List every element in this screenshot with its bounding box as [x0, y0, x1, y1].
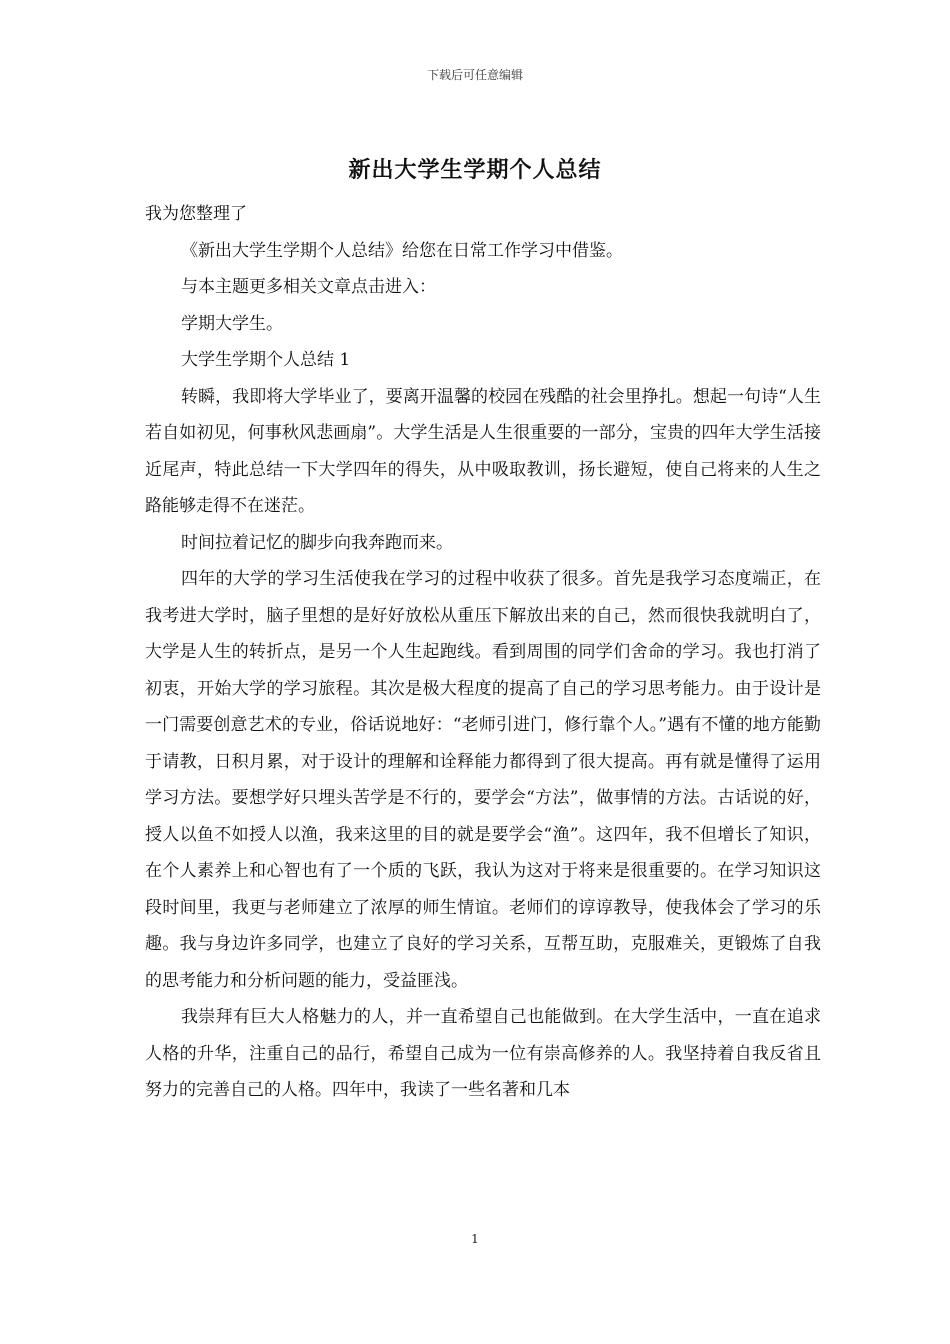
paragraph-related-link[interactable]: 与本主题更多相关文章点击进入： — [181, 277, 436, 297]
paragraph-body: 转瞬，我即将大学毕业了，要离开温馨的校园在残酷的社会里挣扎。想起一句诗“人生若自如初见，何事秋风悲画扇”。大学生活是人生很重要的一部分，宝贵的四年大学生活接近尾声，特此总结一下大学四年的得失，从中吸取教训，扬长避短，使自己将来的人生之路能够走得不在迷茫。 — [145, 386, 821, 516]
paragraph-reference: 《新出大学生学期个人总结》给您在日常工作学习中借鉴。 — [181, 240, 623, 261]
paragraph-body: 四年的大学的学习生活使我在学习的过程中收获了很多。首先是我学习态度端正，在我考进大学时，脑子里想的是好好放松从重压下解放出来的自己，然而很快我就明白了，大学是人生的转折点，是另一个人生起跑线。看到周围的同学们舍命的学习。我也打消了初衷，开始大学的学习旅程。其次是极大程度的提高了自己的学习思考能力。由于设计是一门需要创意艺术的专业，俗话说地好：“老师引进门，修行靠个人。”遇有不懂的地方能勤于请教，日积月累，对于设计的理解和诠释能力都得到了很大提高。再有就是懂得了运用学习方法。要想学好只埋头苦学是不行的，要学会“方法”，做事情的方法。古话说的好，授人以鱼不如授人以渔，我来这里的目的就是要学会“渔”。这四年，我不但增长了知识，在个人素养上和心智也有了一个质的飞跃，我认为这对于将来是很重要的。在学习知识这段时间里，我更与老师建立了浓厚的师生情谊。老师们的谆谆教导，使我体会了学习的乐趣。我与身边许多同学，也建立了良好的学习关系，互帮互助，克服难关，更锻炼了自我的思考能力和分析问题的能力，受益匪浅。 — [145, 569, 821, 991]
page-header-note: 下载后可任意编辑 — [426, 68, 523, 82]
page-number: 1 — [471, 1232, 479, 1246]
paragraph-tag: 学期大学生。 — [181, 313, 283, 334]
paragraph-body: 时间拉着记忆的脚步向我奔跑而来。 — [181, 532, 453, 553]
document-title: 新出大学生学期个人总结 — [348, 157, 602, 183]
document-body — [145, 196, 821, 1109]
paragraph-body: 我崇拜有巨大人格魅力的人，并一直希望自己也能做到。在大学生活中，一直在追求人格的升华，注重自己的品行，希望自己成为一位有崇高修养的人。我坚持着自我反省且努力的完善自己的人格。四年中，我读了一些名著和几本 — [145, 1007, 821, 1100]
paragraph-intro: 我为您整理了 — [145, 204, 247, 224]
section-heading: 大学生学期个人总结 1 — [181, 350, 351, 370]
